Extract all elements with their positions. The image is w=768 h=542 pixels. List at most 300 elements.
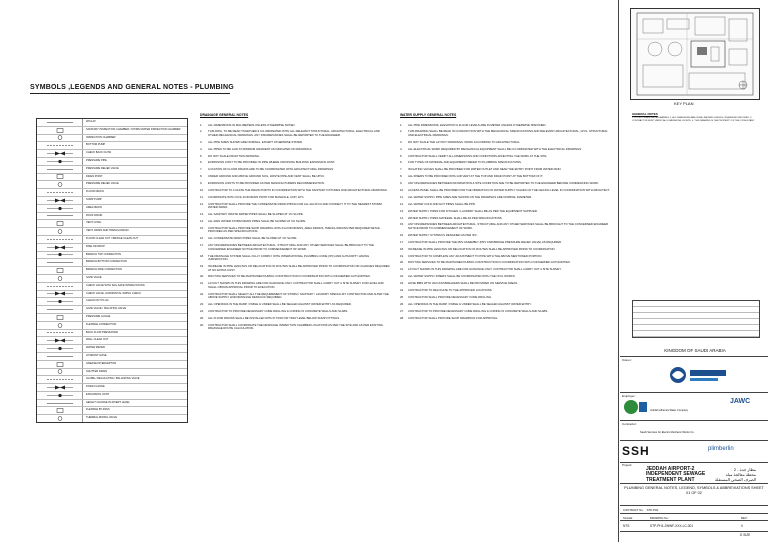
note-text: THE DRAINAGE SYSTEM SHALL FULLY COMPLY WITH INTERNATIONAL PLUMBING CODE (IPC) AND AUTHORITY HAVING JURISDICTION. (208, 253, 370, 262)
legend-label: FLOOR DRAIN (86, 190, 104, 194)
note-item (200, 282, 390, 289)
note-number: 16. (200, 236, 204, 241)
scale-value: NTS (623, 524, 630, 528)
note-text: ALL FLOOR DRAINS SHALL BE INSTALLED WITH P-TRAP OR TRAP LEVEL BELOW SUMP FITTINGS. (208, 315, 340, 320)
note-item (200, 161, 390, 165)
note-number: 10. (400, 188, 404, 193)
legend-row (37, 384, 187, 392)
note-number: 11. (200, 194, 204, 199)
legend-row (37, 244, 187, 252)
note-number: 4. (400, 146, 403, 151)
note-number: 23. (400, 281, 404, 286)
note-number: 17. (200, 243, 204, 248)
legend-symbol (37, 236, 83, 243)
note-text: CONTRACTOR TO COMPLETE ANY ADJUSTMENT TO PIPE WITH THE ABOVE MENTIONED PORTION. (408, 253, 543, 258)
legend-symbol (37, 252, 83, 259)
note-number: 6. (200, 160, 203, 165)
project-line-1: JEDDAH AIRPORT-2 (646, 466, 695, 472)
legend-label: SHUTTER DRAIN (86, 369, 108, 373)
legend-label: VENT COWL (86, 221, 102, 225)
employer-label: Employer: (622, 394, 636, 398)
legend-symbol (37, 119, 83, 126)
note-number: 1. (400, 122, 403, 127)
contractor-section (620, 420, 768, 421)
legend-symbol (37, 345, 83, 352)
note-item (200, 265, 390, 272)
note-item (200, 227, 390, 234)
legend-row (37, 361, 187, 369)
note-number: 26. (400, 301, 404, 306)
legend-label: WATER METER (86, 346, 105, 350)
legend-row (37, 337, 187, 345)
note-text: CONTRACTOR TO RELOCATE TO THE APPROVED LOCATIONS. (408, 287, 493, 292)
legend-row (37, 150, 187, 158)
drawing-no-label: DRAWING No.: (650, 515, 670, 520)
consultant-section (620, 440, 768, 441)
legend-row (37, 275, 187, 283)
legend-symbol (37, 181, 83, 188)
note-number: 26. (200, 322, 204, 327)
note-item (400, 310, 612, 314)
legend-label: HEIGHT CHANGE IN INVERT LEVEL (86, 400, 130, 404)
note-number: 3. (400, 139, 403, 144)
legend-row (37, 291, 187, 299)
legend-label: WALL CLEAN OUT (86, 338, 109, 342)
title-block-general-notes-label: GENERAL NOTES (632, 112, 658, 116)
owner-section (620, 356, 768, 357)
drawing-number: STP-PH1-JWWF-XXX-LC-001 (650, 524, 694, 528)
note-text: DO NOT SCALE FROM THIS DRAWING. (208, 153, 260, 158)
note-text: CONTRACTOR TO PROVIDE NECESSARY CORE DRILLING & CORING IN CONCRETE WALLS AND SLABS. (208, 308, 348, 313)
legend-row (37, 252, 187, 260)
contract-label: CONTRACT No. (623, 508, 644, 512)
project-name-en (646, 467, 705, 483)
contract-number: STP-PH1 (646, 508, 659, 512)
note-text: EXPANSION JOINTS TO BE PROVIDED AS PER MANUFACTURERS RECOMMENDATION. (208, 181, 325, 186)
project-line-3: TREATMENT PLANT (646, 476, 695, 483)
note-item (200, 293, 390, 300)
note-item (200, 124, 390, 128)
note-number: 11. (400, 194, 404, 199)
legend-label: PRESSURE GUAGE (86, 314, 111, 318)
note-number: 8. (200, 174, 203, 179)
note-text: ALL OPENINGS IN THE RAMP / PABLE & UNDER SHALL BE SEALED AGAINST WATER ENTRY AS REQUIRED. (208, 302, 352, 307)
value-row (620, 520, 768, 532)
legend-row (37, 142, 187, 150)
legend-row (37, 376, 187, 384)
note-item (200, 255, 390, 262)
note-number: 12. (200, 201, 204, 206)
jawc-logo: JAWC (730, 398, 751, 405)
legend-label: FLEXIBLE BY-PASS (86, 408, 110, 412)
note-text: ROUTING SERVICES TO BE MAINTAINED DURING CONSTRUCTION IN COORDINATION WITH CONCERNED AUTHORITIES. (408, 260, 571, 265)
note-text: CONTRACTOR TO PROVIDE NECESSARY CORE DRILLING & CORING IN CONCRETE WALLS AND SLABS. (408, 308, 548, 313)
legend-symbol (37, 407, 83, 414)
contractor-name: Saudi Services for Electro Mechanic Works Co. (640, 431, 695, 434)
owner-logo (668, 362, 730, 388)
note-number: 7. (400, 167, 403, 172)
legend-symbol (37, 244, 83, 251)
legend-row (37, 166, 187, 174)
legend-label: CHECK VALVE, HORIZONTAL SWING CHECK (86, 291, 141, 295)
note-number: 21. (400, 267, 404, 272)
note-text: THIS DRAWING SHALL BE READ IN CONJUNCTION WITH THE MECHANICAL SPECIFICATIONS AND RELEVANT ARCHITECTURAL, CIVIL, STRUCTURAL AND ELECTRICAL DRAWINGS. (408, 129, 608, 137)
note-item (200, 220, 390, 224)
employer-section (620, 392, 768, 393)
legend-row (37, 322, 187, 330)
legend-row (37, 298, 187, 306)
note-item (400, 141, 612, 145)
legend-symbol (37, 127, 83, 134)
note-item (400, 148, 612, 152)
kingdom-label: KINGDOM OF SAUDI ARABIA (664, 348, 726, 353)
key-plan (630, 8, 760, 100)
note-item (400, 217, 612, 221)
project-label: Project: (622, 463, 633, 467)
legend-label: FLEXIBLE CONNECTION (86, 322, 117, 326)
legend-row (37, 306, 187, 314)
legend-label: VENT, DRAIN AND TRENCH DRAIN (86, 229, 129, 233)
note-text: THIS DWG. TO BE READ TOGETHER & CO-ORDINATED WITH ALL RELEVANT STRUCTURAL, ARCHITECTURAL, ELECTRICAL AND OTHER MECHANICAL DRAWINGS. ANY DISCREPANCIES SHALL BE REPORTED TO THE ENGINEER. (208, 129, 380, 137)
legend-row (37, 205, 187, 213)
note-number: 21. (200, 281, 204, 286)
note-text: ALL WATER COLD AND HOT PIPES SHALL BE PPR. (408, 201, 476, 206)
note-number: 2. (400, 129, 403, 134)
legend-label: SUMP PUMP (86, 197, 102, 201)
drawing-title-section (620, 483, 768, 484)
owner-label: Owner: (622, 358, 632, 362)
note-item (200, 141, 390, 145)
rev-label: REV: (741, 515, 748, 520)
note-number: 25. (400, 294, 404, 299)
note-item (200, 324, 390, 331)
legend-symbol (37, 135, 83, 142)
note-text: WATER SUPPLY PIPES FOR KITCHEN / LAUNDRY SHALL BE AS PER THE EQUIPMENT SUPPLIER. (408, 208, 538, 213)
legend-row (37, 267, 187, 275)
consultant-logo-ssh: SSH (622, 444, 650, 458)
note-text: EXPANSION JOINT TO BE PROVIDED IN PIPE WHERE CROSSING BUILDING EXPANSION JOINT. (208, 160, 336, 165)
legend-symbol (37, 213, 83, 220)
legend-symbol (37, 298, 83, 305)
note-item (400, 168, 612, 172)
consultant-logo-plimberlin: plimberlin (708, 446, 734, 452)
legend-symbol (37, 205, 83, 212)
legend-row (37, 345, 187, 353)
note-number: 10. (200, 188, 204, 193)
note-text: CONTRACTOR SHALL PROVIDE THE PRV ASSEMBLY (PRV AND BRIDGE PRESSURE RELIEF VALVE) AS REQUIRED. (408, 239, 562, 244)
note-item (400, 161, 612, 165)
note-text: CONTRACTOR SHALL PROVIDE SHOP DRAWINGS FOR APPROVAL. (408, 315, 499, 320)
key-plan-drawing (631, 9, 759, 99)
legend-row (37, 135, 187, 143)
note-number: 7. (200, 167, 203, 172)
note-item (200, 275, 390, 279)
note-item (400, 289, 612, 293)
note-number: 18. (400, 246, 404, 251)
note-text: UNDER GROUND AND ABOVE GROUND SOIL, WASTE PIPE AND VENT SHALL BE UPVC. (208, 174, 325, 179)
note-text: CONTRACTOR SHALL PROVIDE SHOP DRAWING WITH FLOOR DRAINS, AREA DRAINS, TRENCH DRAINS PER REQUIRED DETAIL PROVIDED AS PER SPECIFICATIONS. (208, 225, 381, 234)
legend-row (37, 369, 187, 377)
note-text: CONTRACTOR SHALL PROVIDE NECESSARY CORE DRILLING. (408, 294, 492, 299)
note-number: 22. (200, 291, 204, 296)
rev-value: 0 (741, 524, 743, 528)
note-text: ALL WATER SUPPLY RISERS SHALL BE COORDINATED WITH THE CIVIL WORKS. (408, 274, 516, 279)
note-text: ACCESS PANEL SHALL BE PROVIDED FOR THE OPERATION OF WATER SUPPLY VALVES OF THE CEILING LEVEL IN COORDINATION WITH ARCHITECT. (408, 188, 610, 193)
note-number: 6. (400, 160, 403, 165)
legend-symbol (37, 330, 83, 337)
scale-label: SCALE: (623, 515, 633, 520)
legend-symbol (37, 384, 83, 391)
note-item (200, 310, 390, 314)
note-number: 15. (400, 222, 404, 227)
note-text: ALL OPENINGS IN THE RAMP / PABLE & UNDER SHALL BE SEALED AGAINST WATER ENTRY. (408, 301, 532, 306)
legend-symbol (37, 415, 83, 422)
note-text: LOCATION OF FLOOR DRAINS ARE TO BE COORDINATED WITH ARCHITECTURAL DRAWINGS. (208, 167, 334, 172)
note-number: 14. (400, 215, 404, 220)
note-item (400, 155, 612, 159)
legend-label: BRANCH BOTTOM CONNECTION (86, 260, 127, 264)
legend-symbol (37, 361, 83, 368)
legend-row (37, 400, 187, 408)
legend-row (37, 392, 187, 400)
note-text: WATER SUPPLY SYSTEM IS DESIGNED AS PER IPC. (408, 232, 478, 237)
legend-label: RISE OR DROP (86, 244, 105, 248)
legend-symbol (37, 174, 83, 181)
legend-row (37, 213, 187, 221)
note-number: 1. (200, 122, 203, 127)
legend-row (37, 119, 187, 127)
legend-symbol (37, 150, 83, 157)
note-text: ALL PIPE DIMENSIONS, ELEVATION & FLOOR LEVELS ARE IN METER UNLESS OTHERWISE SPECIFIED. (408, 122, 547, 127)
note-number: 19. (400, 253, 404, 258)
note-item (200, 130, 390, 137)
note-number: 2. (200, 129, 203, 134)
legend-symbol (37, 275, 83, 282)
legend-symbol (37, 400, 83, 407)
note-text: CONTRACTOR TO LOCATE THE DRAIN POINTS IN COORDINATION WITH THE SANITARY FIXTURES AND ARCHITECTURAL DRAWINGS. (208, 188, 388, 193)
legend-symbol (37, 189, 83, 196)
note-number: 20. (200, 274, 204, 279)
legend-label: BRANCH SIDE CONNECTION (86, 268, 122, 272)
legend-label: GATE VALVE (86, 275, 102, 279)
note-item (200, 303, 390, 307)
note-item (200, 244, 390, 251)
legend-label: WC/LAV (86, 120, 96, 123)
legend-label: AREA DRAIN (86, 205, 102, 209)
note-item (200, 317, 390, 321)
note-text: ALL SANITARY WASTE WATER PIPES SHALL BE SLOPED AT 1% SLOPE. (208, 212, 304, 217)
legend-row (37, 228, 187, 236)
note-text: ROUTING SERVICES TO BE MAINTAINED DURING CONSTRUCTION IN COORDINATION WITH CONCERNED AUTHORITIES. (208, 274, 371, 279)
note-item (400, 223, 612, 230)
legend-row (37, 174, 187, 182)
note-text: ANY DISCREPANCIES BETWEEN ARCHITECTURAL, STRUCTURAL AND ANY OTHER SERVICES SHALL BE BROUGHT TO THE CONCERNED ENGINEER NOTICE PRIOR TO COMMENCEMENT OF WORK. (208, 243, 374, 251)
drainage-notes (200, 114, 390, 334)
legend-symbol (37, 166, 83, 173)
legend-symbol (37, 259, 83, 266)
legend-row (37, 415, 187, 422)
legend-label: HYDRANT HOSE (86, 353, 107, 357)
legend-row (37, 330, 187, 338)
note-item (400, 189, 612, 193)
note-number: 22. (400, 274, 404, 279)
drainage-notes-heading: DRAINAGE GENERAL NOTES (200, 113, 249, 117)
note-item (400, 317, 612, 321)
legend-symbol (37, 314, 83, 321)
note-item (200, 203, 390, 210)
note-number: 20. (400, 260, 404, 265)
note-number: 8. (400, 174, 403, 179)
note-number: 18. (200, 253, 204, 258)
note-number: 24. (200, 308, 204, 313)
project-section (620, 462, 768, 463)
note-text: COORDINATE WITH CIVIL FOR DRAIN POINT FOR MANHOLE, UNIT, ETC. (208, 194, 305, 199)
legend-symbol (37, 376, 83, 383)
note-number: 14. (200, 219, 204, 224)
note-item (200, 182, 390, 186)
legend-row (37, 236, 187, 244)
note-number: 27. (400, 308, 404, 313)
note-item (200, 196, 390, 200)
legend-symbol (37, 353, 83, 360)
legend-symbol (37, 197, 83, 204)
legend-label: GLOBE / REGULATING / BALANCING VALVE (86, 377, 140, 381)
note-number: 12. (400, 201, 404, 206)
note-number: 17. (400, 239, 404, 244)
note-number: 15. (200, 225, 204, 230)
note-number: 13. (200, 212, 204, 217)
legend-symbol (37, 291, 83, 298)
legend-symbol (37, 228, 83, 235)
note-number: 5. (200, 153, 203, 158)
title-block-general-notes: 1. DO NOT SCALE FROM DRAWING. 2. ALL DIMENSIONS ARE IN MILLIMETERS UNLESS OTHERWISE SPECIFIED. 3. CONTRACTOR MUST VERIFY ALL DIMENSIONS ON SITE. 4. THIS DRAWING IS THE PROPERTY OF THE CONSULTANT. (632, 117, 755, 122)
note-item (200, 213, 390, 217)
revision-table (632, 300, 760, 338)
note-item (400, 268, 612, 272)
note-item (400, 296, 612, 300)
legend-label: FIXED FLANGE (86, 385, 105, 389)
legend-symbol (37, 306, 83, 313)
note-text: ANY DISCREPANCIES BETWEEN ARCHITECTURAL, STRUCTURAL AND ANY OTHER SERVICES SHALL BE BROUGHT TO THE CONCERNED ENGINEER NOTICE PRIOR TO COMMENCEMENT OF WORK. (408, 222, 609, 230)
legend-row (37, 181, 187, 189)
note-item (400, 175, 612, 179)
note-item (400, 124, 612, 128)
note-number: 28. (400, 315, 404, 320)
note-text: ISOLATING VALVES SHALL BE PROVIDED FOR WATER OUTLET AND NEAR THE ENTRY POINT FROM WATER MAIN. (408, 167, 562, 172)
note-item (200, 189, 390, 193)
legend-label: CHECK BACK FLOW (86, 151, 112, 155)
project-ar-line-2: محطة معالجة مياه (725, 472, 756, 477)
legend-symbol (37, 369, 83, 376)
water-supply-notes (400, 114, 612, 323)
note-text: FOR TYPES OF MATERIAL AND EQUIPMENT REFER TO PLUMBING SPECIFICATIONS. (408, 160, 522, 165)
legend-row (37, 314, 187, 322)
legend-table (36, 118, 188, 423)
note-text: INCREASE IN PIPE LENGTHS OR RELOCATION OF ROUTES SHALL BE APPROVED PRIOR TO COORDINATION. (408, 246, 556, 251)
note-item (400, 210, 612, 214)
note-text: ALL RISERS TO BE PROVIDED WITH AIR VENT AT THE TOP AND DRAIN POINT AT THE BOTTOM OF IT. (408, 174, 544, 179)
note-text: ALL DIMENSIONS IN MILLIMETERS UNLESS OTHERWISE NOTED. (208, 122, 296, 127)
note-item (400, 248, 612, 252)
legend-label: CHECK VALVE WITH FAIL SAFE INTERLOCKING (86, 283, 145, 287)
legend-label: FLOOR CLEAN OUT / BRIDGE CLEAN OUT (86, 236, 139, 240)
legend-row (37, 158, 187, 166)
legend-row (37, 127, 187, 135)
note-text: ALL PIPE SIZES SHOWN ARE NOMINAL, EXCEPT OTHERWISE STATED. (208, 139, 303, 144)
note-item (400, 234, 612, 238)
note-number: 24. (400, 287, 404, 292)
legend-label: PRESSURE RELIEF VALVE (86, 166, 119, 170)
project-ar-line-1: مطار جدة - 2 (733, 467, 756, 472)
legend-symbol (37, 267, 83, 274)
legend-symbol (37, 142, 83, 149)
employer-name: Jeddah Alhamra Water Company (650, 409, 689, 412)
legend-symbol (37, 158, 83, 165)
legend-row (37, 283, 187, 291)
legend-label: ROOF DRAIN (86, 213, 103, 217)
note-text: ALL CONDENSATE DRAIN PIPES SHALL BE SLOPED AT 1% SLOPE. (208, 236, 298, 241)
legend-label: GATE VALVE / ISOLATING VALVE (86, 307, 127, 311)
legend-label: SANITARY INSPECTION CHAMBER / STORM WATER INSPECTION CHAMBER (86, 127, 181, 131)
legend-label: EXPANSION JOINT (86, 392, 110, 396)
note-text: CONTRACTOR SHALL COORDINATE THE DRAINAGE INSPECTION CHAMBER LOCATIONS AS PER THE SITE AND AS PER EXISTING DRAINAGE ROUTE CALCULATION. (208, 322, 383, 331)
note-number: 3. (200, 139, 203, 144)
note-item (400, 203, 612, 207)
legend-symbol (37, 392, 83, 399)
note-number: 5. (400, 153, 403, 158)
note-text: LAYOUT SHOWN IN THIS DRAWING ARE FOR GUIDANCE ONLY. CONTRACTOR SHALL CARRY OUT A SITE SURVEY FOR LEVEL AND SHALL OBTAIN APPROVAL PRIOR TO EXECUTION. (208, 281, 384, 289)
note-item (400, 241, 612, 245)
note-item (200, 155, 390, 159)
note-number: 4. (200, 146, 203, 151)
note-text: ALL WATER SUPPLY PIPE SIZES ARE SHOWN ON THE DRAWINGS ARE NOMINAL DIAMETER. (408, 194, 533, 199)
note-number: 16. (400, 232, 404, 237)
employer-emblem (622, 398, 648, 416)
note-number: 23. (200, 302, 204, 307)
legend-label: INSPECTION CHAMBER (86, 135, 116, 139)
legend-symbol (37, 322, 83, 329)
note-text: ALL ELECTRICAL WORK REQUIRED BY MECHANICAL EQUIPMENT SHALL BE CO-ORDINATED WITH THE ELECTRICAL DRAWINGS. (408, 146, 582, 151)
note-text: INCREASE IN PIPE LENGTHS OR RELOCATION OF ROUTES SHALL BE APPROVED PRIOR TO COORDINATION OR CHANGES REQUIRED AT NO EXTRA COST. (208, 264, 390, 272)
legend-symbol (37, 220, 83, 227)
note-number: 25. (200, 315, 204, 320)
note-item (400, 275, 612, 279)
note-item (400, 130, 612, 137)
note-text: LAYOUT SHOWN IN THIS DRAWING ARE FOR GUIDANCE ONLY. CONTRACTOR SHALL CARRY OUT A SITE SURVEY. (408, 267, 562, 272)
legend-row (37, 189, 187, 197)
note-item (200, 237, 390, 241)
legend-symbol (37, 283, 83, 290)
contractor-label: Contractor: (622, 422, 637, 426)
legend-label: GREASE INTERCEPTOR (86, 361, 117, 365)
note-item (200, 148, 390, 152)
note-item (400, 182, 612, 186)
note-item (400, 261, 612, 265)
note-text: CONTRACTOR SHALL PROVIDE THE CONDENSATE DRAIN PIPING FOR ALL AHU/FCU AND CONNECT IT TO THE NEAREST STORM WATER DRAIN. (208, 201, 382, 210)
drawing-title: PLUMBING GENERAL NOTES, LEGEND, SYMBOLS & ABBREVIATIONS SHEET 01 OF 02 (624, 486, 764, 495)
legend-row (37, 220, 187, 228)
legend-row (37, 407, 187, 415)
legend-label: DRAIN POINT (86, 174, 103, 178)
water-notes-heading: WATER SUPPLY GENERAL NOTES (400, 113, 457, 117)
note-item (200, 168, 390, 172)
legend-symbol (37, 337, 83, 344)
note-text: ALL PIPES TO BE LAID AT MINIMUM GRADIENT AS INDICATED ON DRAWINGS. (208, 146, 313, 151)
note-text: CONTRACTOR SHALL SELECT ALL THE REQUIREMENT OF STORM / SANITARY / LAUNDRY SPECIALIST CONTRACTOR AND ALTER THE ABOVE SUPPLY AND DRAINAGE DESIGN IF REQUIRED. (208, 291, 389, 300)
note-item (400, 255, 612, 259)
note-item (400, 303, 612, 307)
key-plan-label: KEY PLAN (674, 101, 694, 106)
